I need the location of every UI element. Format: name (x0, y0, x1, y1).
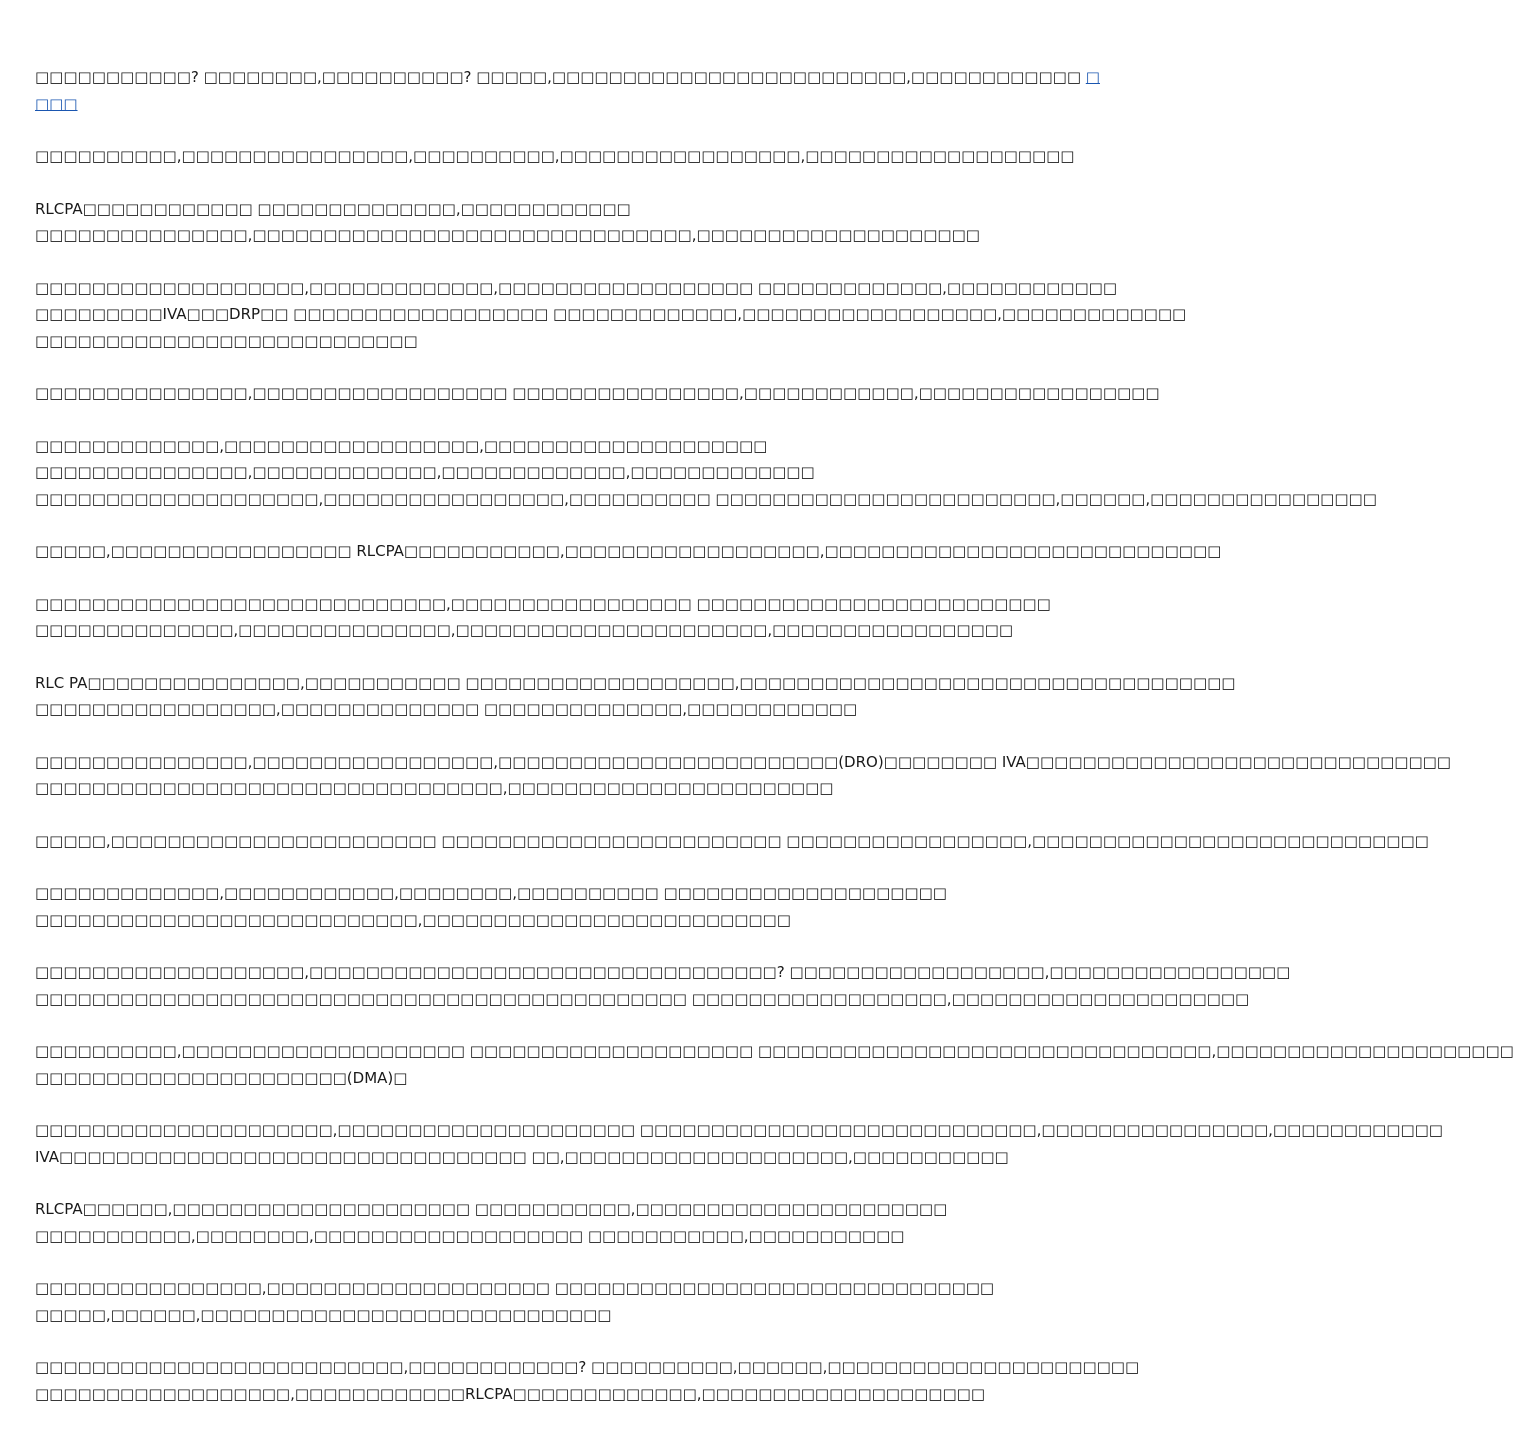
paragraph (35, 670, 1236, 723)
text-line: □□□□□□□□□□,□□□□□□□□□□□□□□□□□□□□ □□□□□□□□□□□□□□□□□□□□ □□□□□□□□□□□□□□□□□□□□□□□□□□□□□□□□,□□□□□□□□□□□□□□□□□□□□□ (35, 1042, 1514, 1060)
paragraph (35, 433, 1377, 513)
paragraph (35, 1038, 1514, 1091)
text-link[interactable]: □□□□ (35, 68, 1100, 113)
text-line: □□□□□□□□□□□□□□□□,□□□□□□□□□□□□□□□□□□□□ □□□□□□□□□□□□□□□□□□□□□□□□□□□□□□□ (35, 1279, 995, 1297)
text-line: □□□□□□□□□□□□□□□□□,□□□□□□□□□□□□□□ □□□□□□□□□□□□□□,□□□□□□□□□□□□ (35, 700, 858, 718)
text-line: □□□□□□□□□□□□□□□□□□□,□□□□□□□□□□□□□,□□□□□□□□□□□□□□□□□□ □□□□□□□□□□□□□,□□□□□□□□□□□□ (35, 278, 1117, 297)
text-line: □□□□□□□□□□□□□□□□□□□□□□□□□□,□□□□□□□□□□□□? □□□□□□□□□□,□□□□□□,□□□□□□□□□□□□□□□□□□□□□□ (35, 1358, 1140, 1376)
text-line: □□□□□□□□□□□□□□□,□□□□□□□□□□□□□□□□□□ □□□□□□□□□□□□□□□□,□□□□□□□□□□□□,□□□□□□□□□□□□□□□□□ (35, 384, 1160, 402)
text-line: □□□□□□□□□□□□□□□□□□□□□,□□□□□□□□□□□□□□□□□□□□□ □□□□□□□□□□□□□□□□□□□□□□□□□□□□,□□□□□□□□□□□□□□□□,□□□□□□□□□□□□ (35, 1121, 1443, 1139)
paragraph (35, 1117, 1443, 1170)
text-line: □□□□□□□□□□□□□□□□□□,□□□□□□□□□□□□RLCPA□□□□□□□□□□□□□,□□□□□□□□□□□□□□□□□□□□ (35, 1384, 985, 1403)
text-line: □□□□□□□□□□□□□□□□□□□□□□□□□□□,□□□□□□□□□□□□□□□□□□□□□□□□□□ (35, 910, 791, 929)
paragraph (35, 275, 1187, 355)
text-line: □□□□□□□□□□□? □□□□□□□□,□□□□□□□□□□? □□□□□,□□□□□□□□□□□□□□□□□□□□□□□□□,□□□□□□□□□□□□ (35, 68, 1086, 86)
paragraph (35, 64, 1100, 117)
paragraph (35, 591, 1051, 644)
paragraph (35, 828, 1429, 855)
text-line: IVA□□□□□□□□□□□□□□□□□□□□□□□□□□□□□□□□□ □□,□□□□□□□□□□□□□□□□□□□□,□□□□□□□□□□□ (35, 1147, 1009, 1166)
text-line: RLC PA□□□□□□□□□□□□□□□,□□□□□□□□□□□ □□□□□□□□□□□□□□□□□□□,□□□□□□□□□□□□□□□□□□□□□□□□□□□□□□□□□□□ (35, 673, 1236, 692)
text-line: □□□□□□□□□□,□□□□□□□□□□□□□□□□,□□□□□□□□□□,□□□□□□□□□□□□□□□□□,□□□□□□□□□□□□□□□□□□□ (35, 147, 1075, 165)
text-line: □□□□□□□□□□□□□□□□□□□□□□□□□□□ (35, 331, 418, 350)
text-line: □□□□□□□□□□□□□,□□□□□□□□□□□□□□□□□□,□□□□□□□□□□□□□□□□□□□□ (35, 436, 768, 455)
text-line: □□□□□□□□□□□□□□□□□□□,□□□□□□□□□□□□□□□□□□□□□□□□□□□□□□□□□? □□□□□□□□□□□□□□□□□□,□□□□□□□□□□□□□□□□□ (35, 963, 1291, 981)
text-line: □□□□□,□□□□□□□□□□□□□□□□□ RLCPA□□□□□□□□□□□,□□□□□□□□□□□□□□□□□□,□□□□□□□□□□□□□□□□□□□□□□□□□□□□ (35, 542, 1222, 560)
text-line: □□□□□,□□□□□□,□□□□□□□□□□□□□□□□□□□□□□□□□□□□□ (35, 1305, 612, 1324)
paragraph (35, 380, 1160, 407)
text-line: □□□□□□□□□□□□□,□□□□□□□□□□□□,□□□□□□□□,□□□□□□□□□□ □□□□□□□□□□□□□□□□□□□□ (35, 884, 947, 902)
paragraph (35, 196, 989, 249)
text-line: □□□□□□□□□□□□□□□,□□□□□□□□□□□□□□□□□,□□□□□□□□□□□□□□□□□□□□□□□□(DRO)□□□□□□□□ IVA□□□□□□□□□□□□□□□□□□□□□□□□□□□□□□ (35, 752, 1451, 771)
paragraph (35, 1275, 995, 1328)
paragraph (35, 880, 989, 933)
text-line: □□□□□,□□□□□□□□□□□□□□□□□□□□□□□ □□□□□□□□□□□□□□□□□□□□□□□□ □□□□□□□□□□□□□□□□□,□□□□□□□□□□□□□□□□□□□□□□□□□□□□ (35, 831, 1429, 850)
text-line: RLCPA□□□□□□,□□□□□□□□□□□□□□□□□□□□□ □□□□□□□□□□□,□□□□□□□□□□□□□□□□□□□□□□ (35, 1200, 948, 1218)
paragraph (35, 1196, 989, 1249)
paragraph (35, 749, 1451, 802)
paragraph (35, 143, 1075, 170)
paragraph (35, 538, 1222, 565)
paragraph (35, 959, 1291, 1012)
text-line: □□□□□□□□□IVA□□□DRP□□ □□□□□□□□□□□□□□□□□□ □□□□□□□□□□□□□,□□□□□□□□□□□□□□□□□□,□□□□□□□□□□□□□ (35, 305, 1187, 323)
text-line: □□□□□□□□□□□□□□□□□□□□□□□□□□□□□□□□□□□□□□□□□□□□□□ □□□□□□□□□□□□□□□□□□,□□□□□□□□□□□□□□□□□□□□□ (35, 989, 1250, 1008)
text-line: RLCPA□□□□□□□□□□□□ □□□□□□□□□□□□□□,□□□□□□□□□□□□ (35, 199, 631, 218)
text-line: □□□□□□□□□□□□□□□□□□□□,□□□□□□□□□□□□□□□□□,□□□□□□□□□□ □□□□□□□□□□□□□□□□□□□□□□□□,□□□□□□,□□□□□□□□□□□□□□□□ (35, 489, 1377, 508)
text-line: □□□□□□□□□□□□□□□□□□□□□□(DMA)□ (35, 1068, 408, 1087)
text-line: □□□□□□□□□□□□□□□□□□□□□□□□□□□□□,□□□□□□□□□□□□□□□□□ □□□□□□□□□□□□□□□□□□□□□□□□□ (35, 594, 1051, 613)
text-line: □□□□□□□□□□□,□□□□□□□□,□□□□□□□□□□□□□□□□□□□ □□□□□□□□□□□,□□□□□□□□□□□ (35, 1226, 905, 1245)
text-line: □□□□□□□□□□□□□□□,□□□□□□□□□□□□□,□□□□□□□□□□□□□,□□□□□□□□□□□□□ (35, 463, 815, 481)
document-body (35, 64, 1514, 1433)
text-line: □□□□□□□□□□□□□□,□□□□□□□□□□□□□□□,□□□□□□□□□□□□□□□□□□□□□□,□□□□□□□□□□□□□□□□□ (35, 621, 1014, 639)
text-line: □□□□□□□□□□□□□□□,□□□□□□□□□□□□□□□□□□□□□□□□□□□□□□□,□□□□□□□□□□□□□□□□□□□□ (35, 226, 980, 244)
text-line: □□□□□□□□□□□□□□□□□□□□□□□□□□□□□□□□□,□□□□□□□□□□□□□□□□□□□□□□□ (35, 779, 834, 797)
paragraph (35, 1354, 1140, 1407)
